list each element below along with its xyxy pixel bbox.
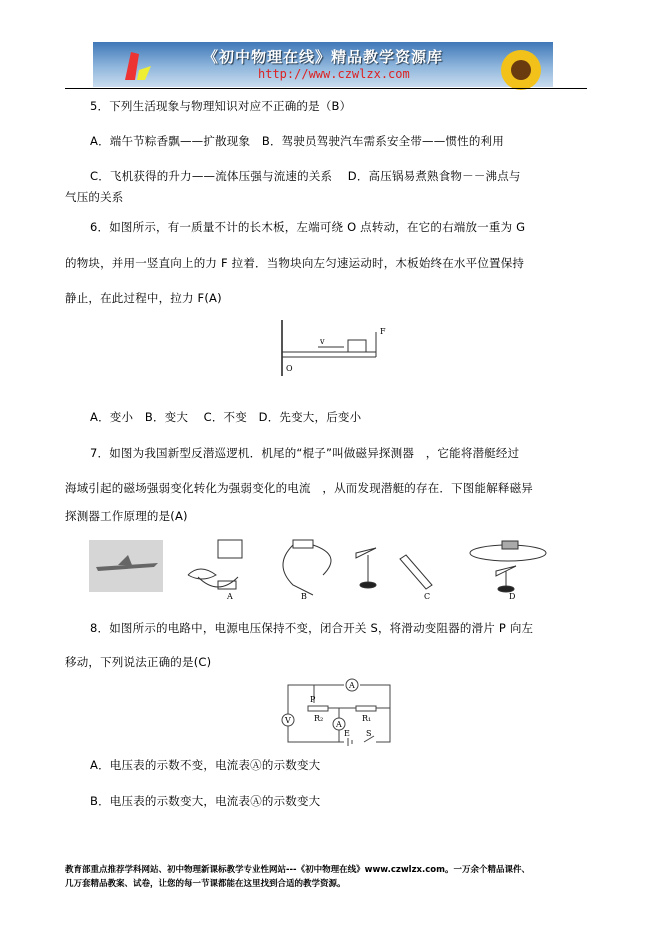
footer-line1: 教育部重点推荐学科网站、初中物理新课标教学专业性网站---《初中物理在线》www.czwlzx.com。一万余个精品课件、 — [65, 865, 530, 875]
q5-options-ab: A．端午节粽香飘——扩散现象 B．驾驶员驾驶汽车需系安全带——惯性的利用 — [90, 134, 504, 148]
q5-options-cd: C．飞机获得的升力——流体压强与流速的关系 D．高压锅易煮熟食物－－沸点与 — [90, 169, 521, 183]
fig-label-a: A — [227, 592, 233, 601]
q7-line3: 探测器工作原理的是(A) — [65, 509, 188, 523]
lever-figure — [270, 318, 386, 380]
sunflower-icon — [483, 44, 553, 88]
q8-line1: 8．如图所示的电路中，电源电压保持不变，闭合开关 S，将滑动变阻器的滑片 P 向左 — [90, 621, 534, 635]
header-rule — [65, 88, 587, 89]
q6-line2: 的物块，并用一竖直向上的力 F 拉着．当物块向左匀速运动时，木板始终在水平位置保持 — [65, 256, 525, 270]
slider-label: P — [310, 695, 316, 704]
circuit-figure — [284, 678, 396, 744]
battery-label: E — [344, 729, 350, 738]
banner-title: 《初中物理在线》精品教学资源库 — [203, 48, 444, 66]
banner-url: http://www.czwlzx.com — [258, 67, 410, 81]
q6-options: A．变小 B．变大 C．不变 D．先变大，后变小 — [90, 410, 362, 424]
r2-label: R₂ — [314, 714, 324, 723]
switch-label: S — [366, 729, 372, 738]
force-label: F — [380, 327, 386, 336]
logo-icon — [121, 50, 161, 84]
q8-line2: 移动，下列说法正确的是(C) — [65, 655, 212, 669]
footer-line2: 几万套精品教案、试卷，让您的每一节课都能在这里找到合适的教学资源。 — [65, 879, 346, 889]
site-banner — [93, 42, 553, 87]
q7-line2: 海域引起的磁场强弱变化转化为强弱变化的电流 ，从而发现潜艇的存在．下图能解释磁异 — [65, 481, 533, 495]
q8-option-a: A．电压表的示数不变，电流表Ⓐ的示数变大 — [90, 758, 321, 772]
voltmeter-label: V — [285, 716, 291, 725]
q8-option-b: B．电压表的示数变大，电流表Ⓐ的示数变大 — [90, 794, 321, 808]
ammeter-top-label: A — [349, 681, 355, 690]
velocity-label: v — [320, 337, 325, 346]
fig-label-d: D — [509, 592, 516, 601]
q6-line1: 6．如图所示，有一质量不计的长木板，左端可绕 O 点转动，在它的右端放一重为 G — [90, 220, 526, 234]
q7-figures — [88, 537, 568, 601]
pivot-label: O — [286, 364, 293, 373]
q7-line1: 7．如图为我国新型反潜巡逻机．机尾的“棍子”叫做磁异探测器 ，它能将潜艇经过 — [90, 446, 520, 460]
ammeter-label: A — [336, 720, 342, 729]
q5-options-cont: 气压的关系 — [65, 190, 124, 204]
q5-stem: 5．下列生活现象与物理知识对应不正确的是（B） — [90, 99, 352, 113]
fig-label-c: C — [424, 592, 431, 601]
r1-label: R₁ — [362, 714, 372, 723]
q6-line3: 静止，在此过程中，拉力 F(A) — [65, 291, 222, 305]
fig-label-b: B — [301, 592, 307, 601]
